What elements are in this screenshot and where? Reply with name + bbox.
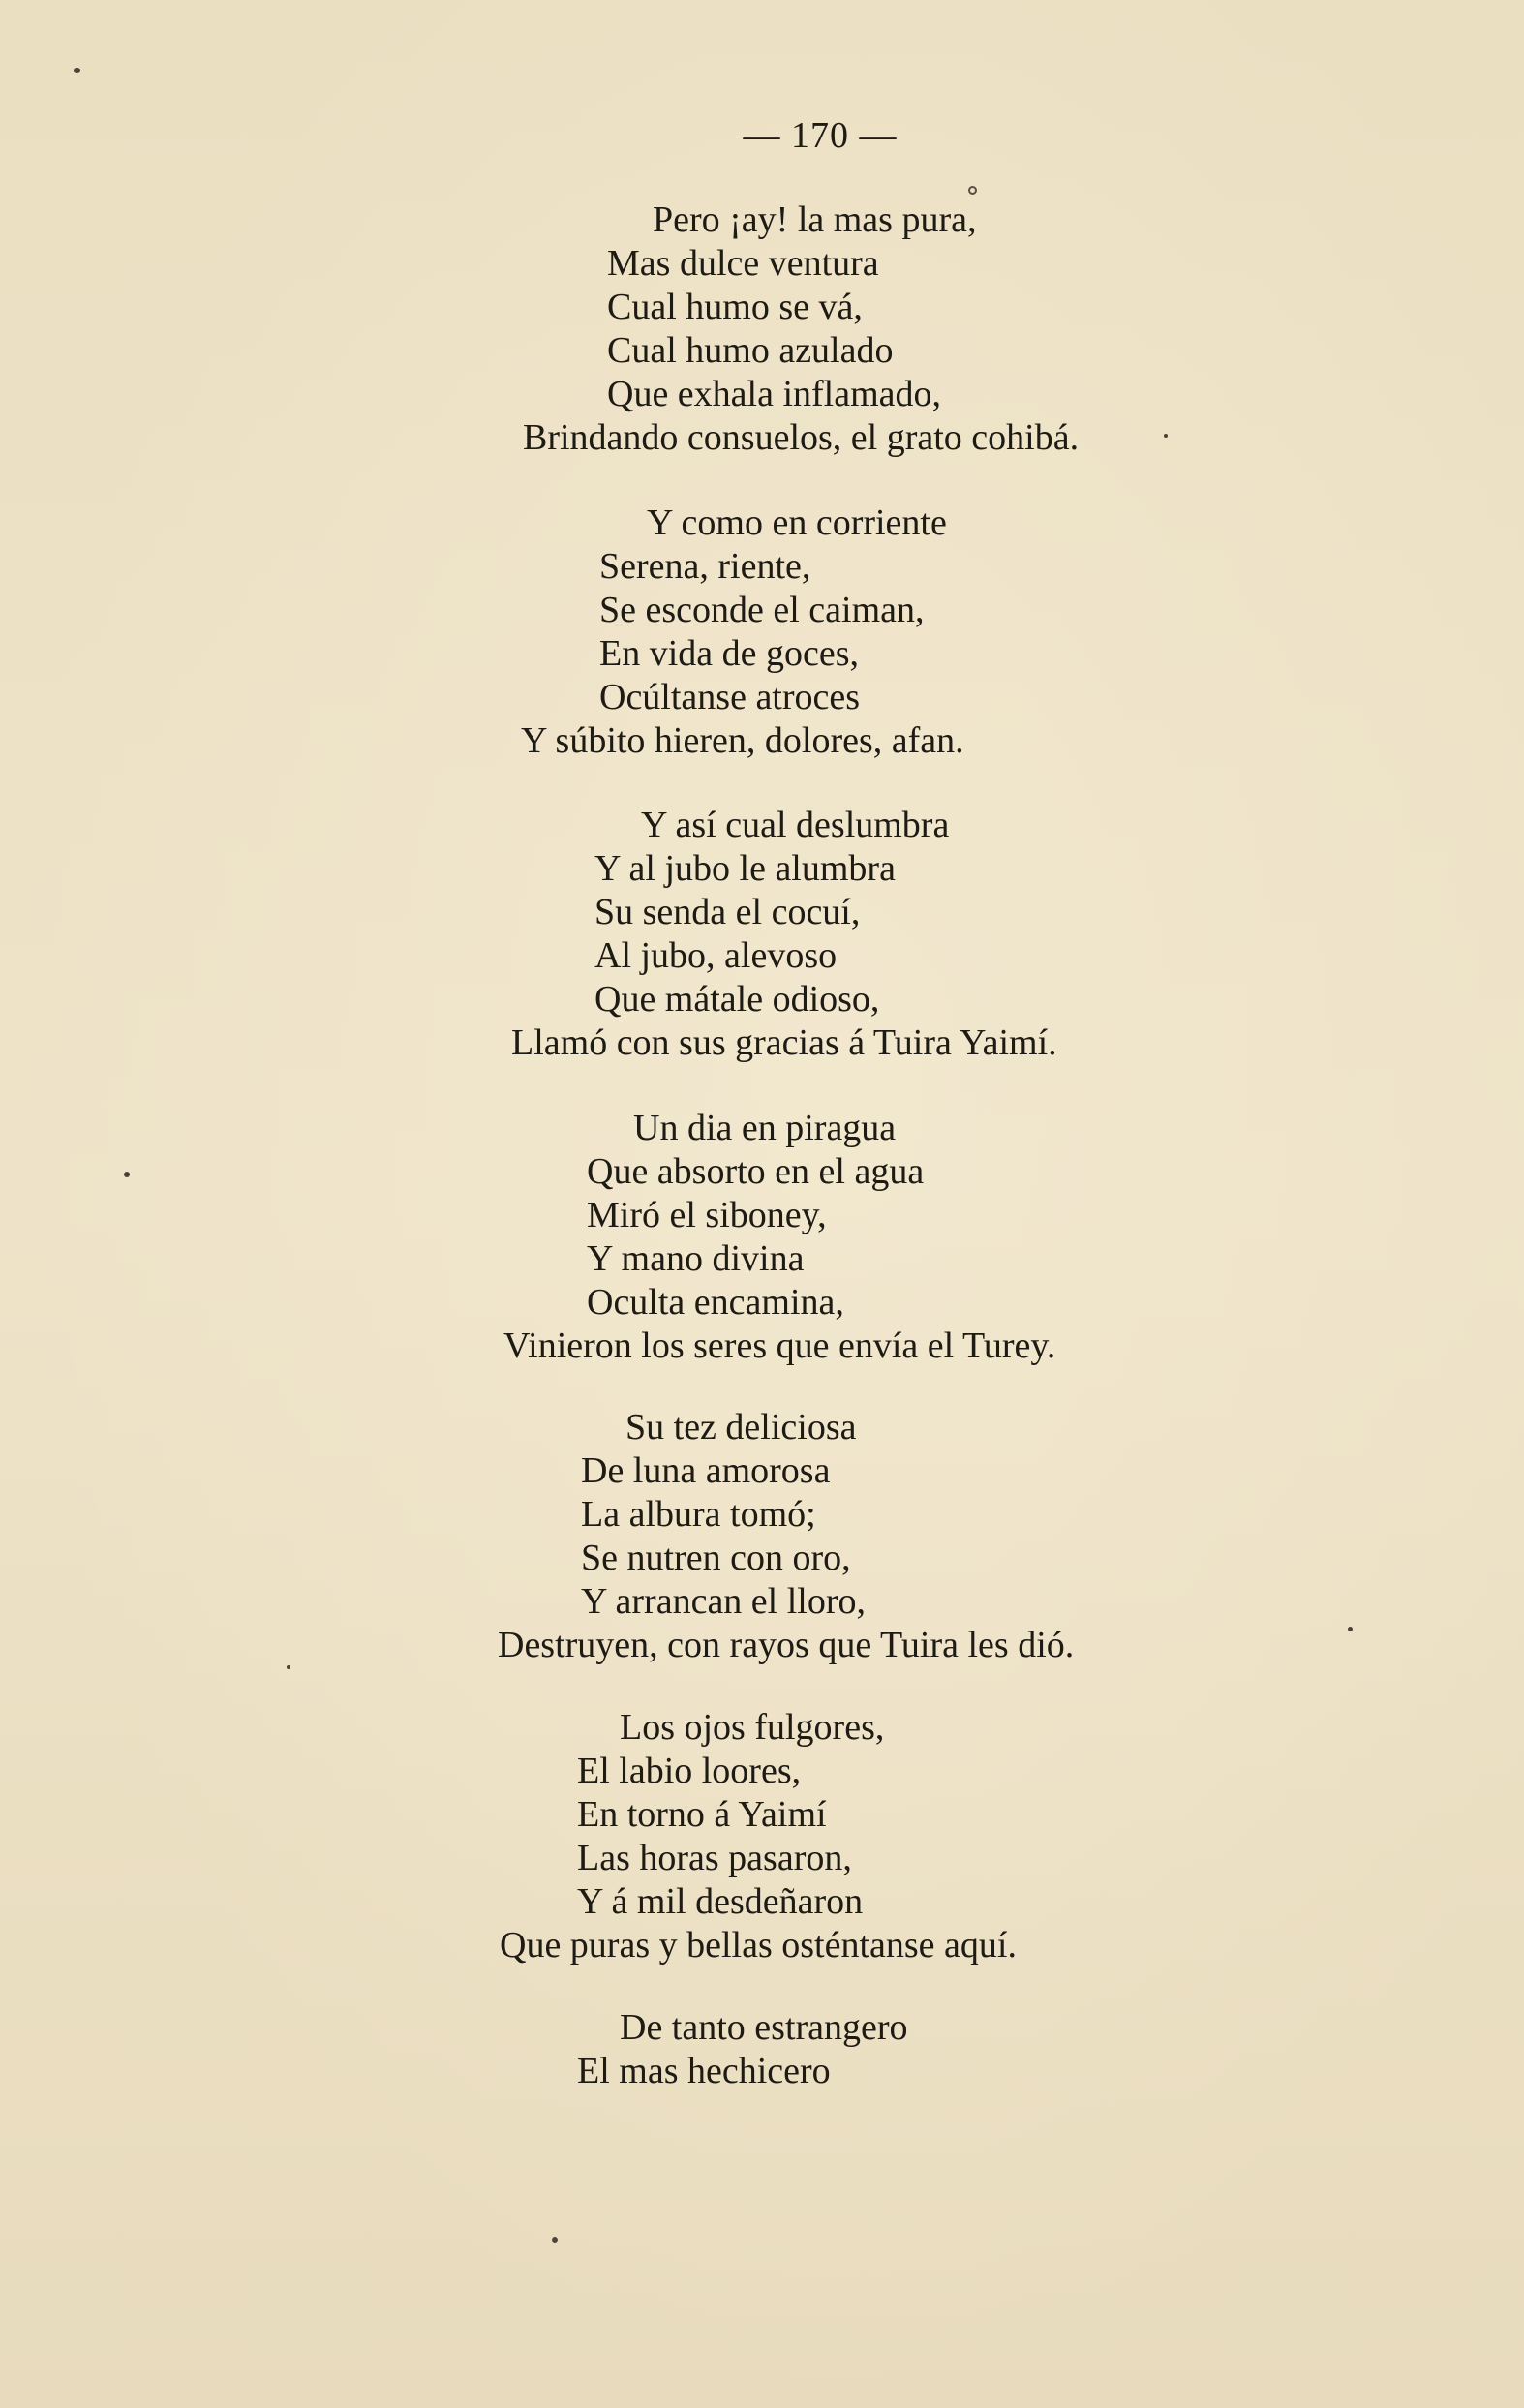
verse-line: De tanto estrangero [620, 2007, 908, 2048]
verse-line: Oculta encamina, [587, 1282, 844, 1323]
verse-line: Y como en corriente [647, 503, 947, 543]
stanza-3 [0, 804, 1057, 1065]
stanza-1 [0, 198, 1079, 460]
verse-line: Que absorto en el agua [587, 1151, 925, 1192]
verse-line: La albura tomó; [581, 1494, 816, 1535]
verse-line: Miró el siboney, [587, 1195, 827, 1235]
verse-line: Y así cual deslumbra [641, 805, 950, 845]
verse-line: Serena, riente, [599, 546, 811, 587]
verse-line: Al jubo, alevoso [594, 935, 838, 976]
verse-line: Que mátale odioso, [594, 979, 880, 1020]
verse-line: Ocúltanse atroces [599, 677, 861, 717]
verse-line: Y al jubo le alumbra [594, 848, 896, 889]
stanza-5 [0, 1406, 1074, 1667]
verse-line: Los ojos fulgores, [620, 1707, 885, 1748]
paper-speck [287, 1665, 290, 1669]
verse-line: Se esconde el caiman, [599, 590, 925, 630]
verse-line: Que exhala inflamado, [607, 374, 942, 414]
paper-speck [74, 68, 80, 73]
verse-line: Brindando consuelos, el grato cohibá. [523, 417, 1080, 458]
verse-line: Llamó con sus gracias á Tuira Yaimí. [511, 1022, 1057, 1063]
verse-line: Las horas pasaron, [577, 1838, 852, 1878]
verse-line: El mas hechicero [577, 2051, 831, 2091]
stanza-4 [0, 1107, 1055, 1368]
page-number: — 170 — [743, 115, 898, 156]
verse-line: Y arrancan el lloro, [581, 1581, 866, 1622]
verse-line: Se nutren con oro, [581, 1538, 851, 1578]
verse-line: En vida de goces, [599, 633, 860, 674]
paper-speck [1348, 1627, 1353, 1631]
verse-line: Cual humo se vá, [607, 287, 863, 327]
verse-line: El labio loores, [577, 1751, 802, 1791]
stanza-6 [0, 1706, 1017, 1967]
verse-line: En torno á Yaimí [577, 1794, 827, 1835]
stanza-2 [0, 502, 964, 763]
verse-line: Pero ¡ay! la mas pura, [653, 199, 977, 240]
verse-line: Que puras y bellas osténtanse aquí. [500, 1925, 1017, 1966]
verse-line: Y súbito hieren, dolores, afan. [521, 720, 964, 761]
verse-line: Cual humo azulado [607, 330, 894, 371]
verse-line: Y mano divina [587, 1238, 805, 1279]
verse-line: Y á mil desdeñaron [577, 1881, 864, 1922]
paper-speck [1164, 434, 1168, 438]
paper-speck [552, 2237, 558, 2243]
verse-line: Vinieron los seres que envía el Turey. [503, 1326, 1056, 1366]
verse-line: De luna amorosa [581, 1450, 831, 1491]
verse-line: Destruyen, con rayos que Tuira les dió. [498, 1625, 1075, 1665]
verse-line: Su tez deliciosa [625, 1407, 857, 1448]
verse-line: Mas dulce ventura [607, 243, 879, 284]
paper-speck [124, 1172, 130, 1177]
verse-line: Su senda el cocuí, [594, 892, 861, 932]
paper-speck [968, 186, 977, 195]
stanza-7 [0, 2006, 908, 2093]
verse-line: Un dia en piragua [633, 1108, 897, 1148]
